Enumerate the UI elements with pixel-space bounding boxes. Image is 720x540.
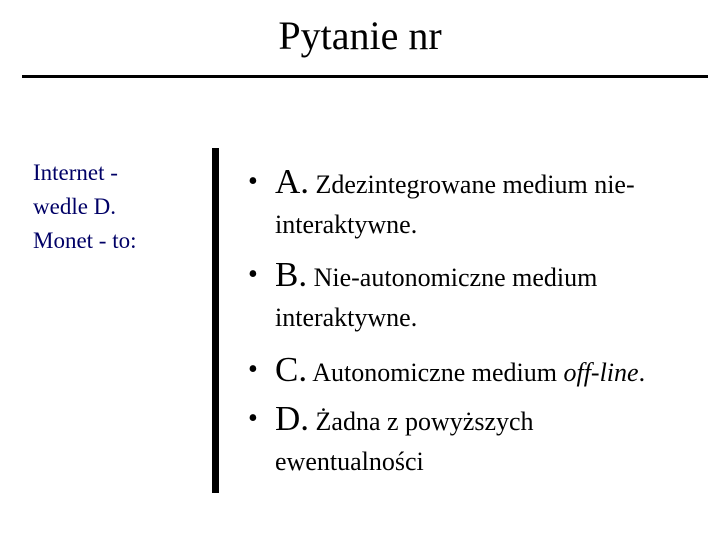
answer-c-letter: C. [275, 350, 308, 389]
answer-list [248, 164, 710, 480]
answer-d-text: Żadna z powyższych [315, 407, 534, 436]
spacer [248, 391, 710, 401]
answer-b-letter: B. [275, 255, 308, 294]
answer-c-end: . [638, 358, 646, 387]
title-underline [22, 75, 708, 78]
answer-b [248, 257, 710, 336]
answer-c-italic: off-line [563, 358, 639, 387]
answer-c-line1 [275, 352, 710, 391]
bullet-icon: • [248, 166, 258, 197]
question-line: wedle D. [33, 194, 117, 219]
slide-title: Pytanie nr [278, 13, 442, 58]
answer-d [248, 401, 710, 480]
bullet-icon: • [248, 354, 258, 385]
bullet-icon: • [248, 259, 258, 290]
answer-a [248, 164, 710, 243]
bullet-icon: • [248, 403, 258, 434]
answer-a-line1 [275, 164, 710, 203]
answer-c [248, 352, 710, 391]
answer-d-line1 [275, 401, 710, 440]
answer-d-line2: ewentualności [275, 447, 424, 476]
answer-a-letter: A. [275, 162, 310, 201]
answer-d-letter: D. [275, 399, 310, 438]
answer-a-text: Zdezintegrowane medium nie- [315, 170, 635, 199]
answer-b-line1 [275, 257, 710, 296]
spacer [248, 243, 710, 257]
answer-b-text: Nie-autonomiczne medium [313, 263, 598, 292]
question-line: Internet - [33, 160, 118, 185]
vertical-divider [212, 148, 219, 493]
answer-a-line2: interaktywne. [275, 210, 418, 239]
answer-b-line2: interaktywne. [275, 303, 418, 332]
answer-c-text: Autonomiczne medium [312, 358, 564, 387]
spacer [248, 336, 710, 352]
question-line: Monet - to: [33, 228, 137, 253]
question-text [33, 156, 203, 258]
